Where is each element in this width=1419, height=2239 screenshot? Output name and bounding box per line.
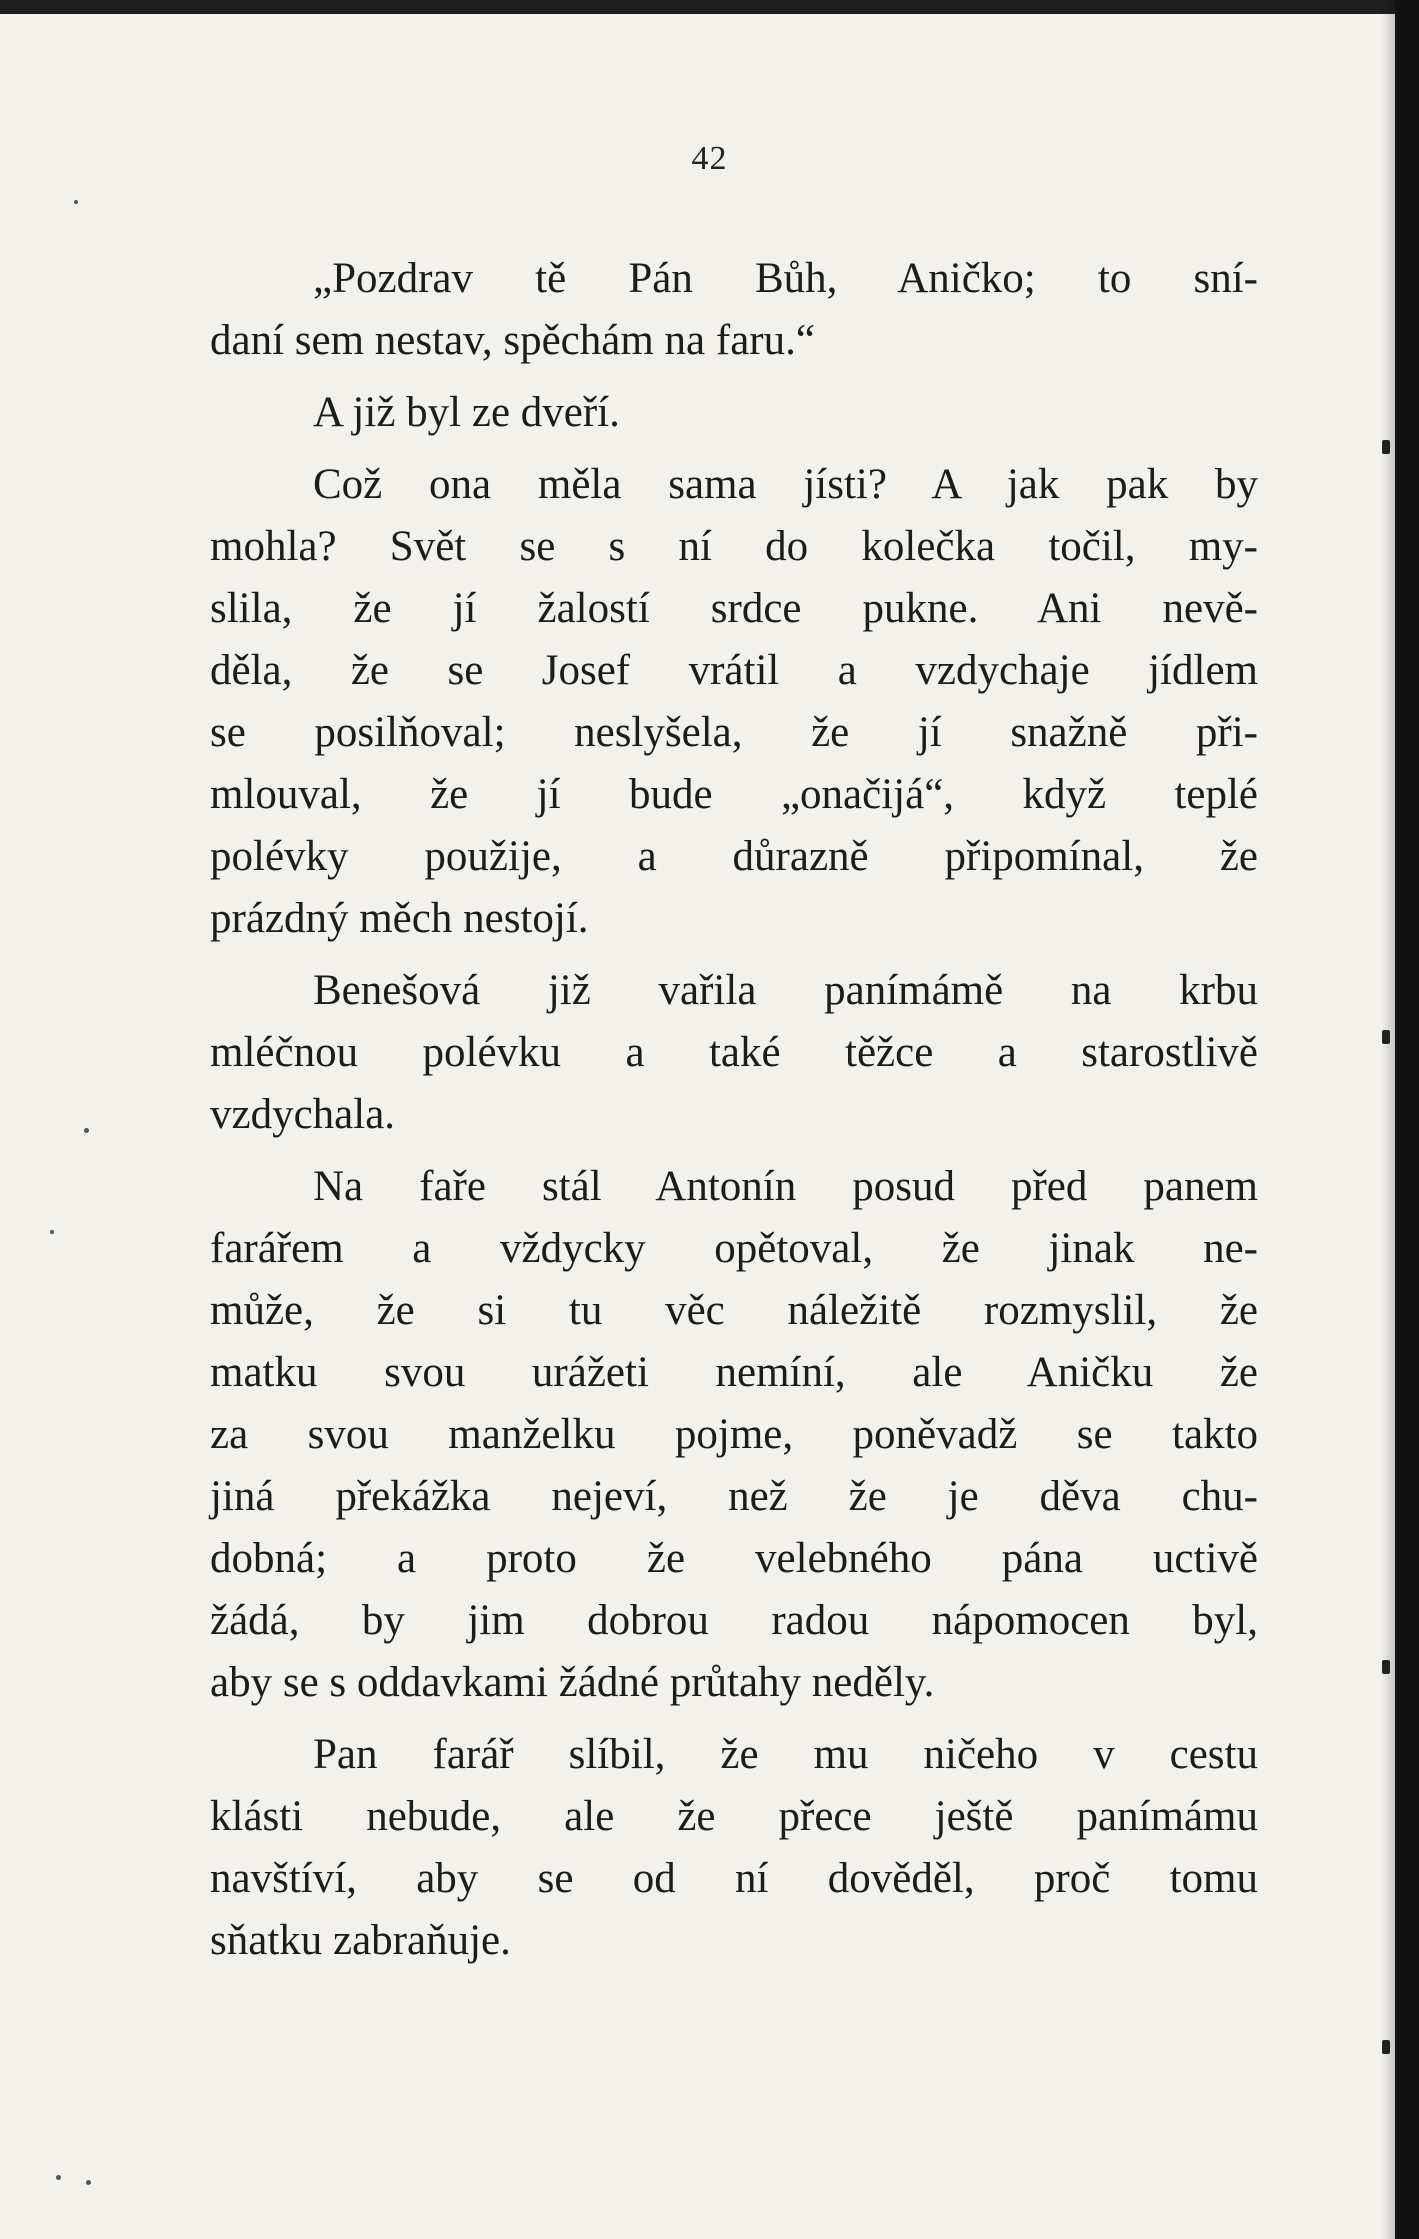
paragraph [210,1156,1258,1714]
text-line: klásti nebude, ale že přece ještě panímámu [210,1793,1258,1840]
text-line: mohla? Svět se s ní do kolečka točil, my- [210,523,1258,570]
paragraph [210,1724,1258,1972]
text-line: za svou manželku pojme, poněvadž se takto [210,1411,1258,1458]
text-line: mléčnou polévku a také těžce a starostlivě [210,1029,1258,1076]
paragraph [210,960,1258,1146]
paragraph [210,382,1258,444]
dust-speck [84,1128,89,1133]
text-line: vzdychala. [210,1091,396,1138]
text-line: „Pozdrav tě Pán Bůh, Aničko; to sní- [313,255,1258,302]
scan-top-edge [0,0,1419,14]
binding-mark [1382,1660,1390,1674]
text-line: mlouval, že jí bude „onačijá“, když teplé [210,771,1258,818]
paragraph [210,248,1258,372]
text-line: děla, že se Josef vrátil a vzdychaje jídlem [210,647,1258,694]
paragraph [210,454,1258,950]
text-line: Na faře stál Antonín posud před panem [313,1163,1258,1210]
text-line: polévky použije, a důrazně připomínal, že [210,833,1258,880]
binding-mark [1382,440,1390,454]
scan-right-edge [1395,0,1419,2239]
dust-speck [50,1230,54,1234]
binding-mark [1382,1030,1390,1044]
text-line: daní sem nestav, spěchám na faru.“ [210,317,815,364]
text-line: A již byl ze dveří. [313,389,620,436]
text-line: aby se s oddavkami žádné průtahy neděly. [210,1659,935,1706]
dust-speck [56,2175,61,2180]
text-line: Což ona měla sama jísti? A jak pak by [313,461,1258,508]
text-line: dobná; a proto že velebného pána uctivě [210,1535,1258,1582]
text-line: prázdný měch nestojí. [210,895,589,942]
dust-speck [74,200,78,204]
text-line: jiná překážka nejeví, než že je děva chu- [210,1473,1258,1520]
text-line: může, že si tu věc náležitě rozmyslil, že [210,1287,1258,1334]
text-line: navštíví, aby se od ní dověděl, proč tomu [210,1855,1258,1902]
body-text [210,248,1258,1982]
text-line: slila, že jí žalostí srdce pukne. Ani nevě- [210,585,1258,632]
binding-mark [1382,2040,1390,2054]
text-line: matku svou urážeti nemíní, ale Aničku že [210,1349,1258,1396]
text-line: Pan farář slíbil, že mu ničeho v cestu [313,1731,1258,1778]
text-line: se posilňoval; neslyšela, že jí snažně při- [210,709,1258,756]
page-number: 42 [691,140,728,177]
text-line: farářem a vždycky opětoval, že jinak ne- [210,1225,1258,1272]
dust-speck [86,2180,91,2185]
text-line: Benešová již vařila panímámě na krbu [313,967,1258,1014]
text-line: sňatku zabraňuje. [210,1917,511,1964]
text-line: žádá, by jim dobrou radou nápomocen byl, [210,1597,1258,1644]
page-gutter-shadow [1381,0,1395,2239]
